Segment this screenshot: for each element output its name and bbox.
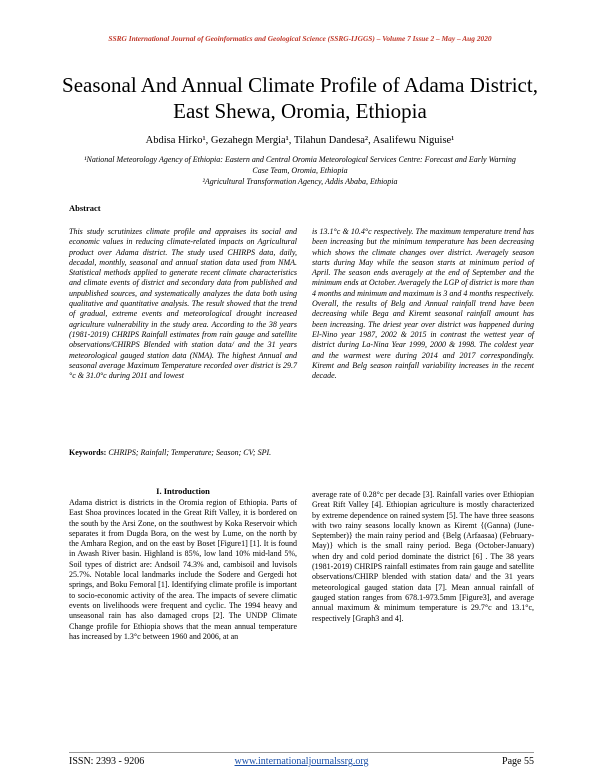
intro-text-left: Adama district is districts in the Oromia region of Ethiopia. Parts of East Shoa provinces located in the Great Rift Valley, it is bordered on the south by the Arsi Zone, on the southwest by Koka Reservoir which separates it from Dugda Bora, on the west by Lume, on the north by the Amhara Region, and on the east by Boset [Figure1] [1]. It is found in Awash River basin. Highland is 85%, low land 10% mid-land 5%, Soil types of district are: Andsoil 74.3% and, cambisoil and luvisols 25.7%. Notable local landmarks include the Sodere and Gergedi hot springs, and Boku Femoral [1]. Identifying climate profile is important to socio-economic activity of the area. The impacts of severe climatic events on livelihoods were frequent and cyclic. The 1994 heavy and unseasonal rain has also damaged crops [2]. The UNDP Climate Change profile for Ethiopia shows that the mean annual temperature has increased by 1.3°c between 1960 and 2006, at an (69, 498, 297, 641)
affiliation-1: ¹National Meteorology Agency of Ethiopia: Eastern and Central Oromia Meteorological Services Centre: Forecast and Early Warning Case Team, Oromia, Ethiopia (84, 155, 516, 175)
keywords-text: CHRIPS; Rainfall; Temperature; Season; CV; SPI. (108, 448, 272, 457)
abstract-heading: Abstract (69, 203, 101, 213)
keywords (69, 448, 297, 458)
paper-title: Seasonal And Annual Climate Profile of Adama District, East Shewa, Oromia, Ethiopia (62, 73, 538, 123)
affiliations (80, 154, 520, 187)
section-heading-introduction: I. Introduction (156, 486, 210, 496)
intro-text-right: average rate of 0.28°c per decade [3]. Rainfall varies over Ethiopian Great Rift Valley [4]. Ethiopian agriculture is mostly characterized by extreme dependence on rained system [5]. The have three seasons with two rainy seasons locally known as Kiremt {(Ganna) (June-September)} the main rainy period and {Belg (Arfaasaa) (February-May)} which is the small rainy period. Bega (October-January) when dry and cold period dominate the district [6] . The 38 years (1981-2019) CHRIPS rainfall estimates from rain gauge and satellite observations/CHIRP blended with station data/ and the 31 years meteorological gauged station data [7]. Mean annual rainfall of gauged station ranges from 678.1-973.5mm [Figure3], and average annual maximum & minimum temperature is 29.7°c and 13.1°c, respectively [Graph3 and 4]. (312, 490, 534, 623)
journal-header: SSRG International Journal of Geoinformatics and Geological Science (SSRG-IJGGS) – Volume 7 Issue 2 – May – Aug 2020 (108, 34, 492, 43)
abstract-text-left: This study scrutinizes climate profile and appraises its social and economic values in reducing climate-related impacts on Agricultural product over Adama district. The study used CHIRPS data, daily, decadal, monthly, seasonal and annual station data used from NMA. Statistical methods applied to generate recent climate characteristics and climate events of district and secondary data from published and unpublished sources, and systematically analyzes the data both using qualitative and quantitative analysis. The result showed that the trend of gradual, extreme events and meteorological drought increased agriculture vulnerability in the study area. According to the 38 years (1981-2019) CHRIPS Rainfall estimates from rain gauge and satellite observations/CHIRPS Blended with station data/ and the 31 years meteorological gauged station data (NMA). The highest Annual and seasonal average Maximum Temperature recorded over district is 29.7 °c & 31.0°c during 2011 and lowest (69, 227, 297, 381)
author-list: Abdisa Hirko¹, Gezahegn Mergia¹, Tilahun Dandesa², Asalifewu Niguise¹ (145, 135, 455, 146)
keywords-label: Keywords: (69, 448, 107, 457)
abstract-text-right: is 13.1°c & 10.4°c respectively. The maximum temperature trend has been increasing but the minimum temperature has been decreasing which shows the climate changes over district. Averagely season starts during May while the season starts at minimum period of April. The season ends averagely at the end of September and the minimum ends at October. Averagely the LGP of district is more than 4 months and minimum and maximum is 3 and 4 months respectively. Overall, the results of Belg and Annual rainfall trend have been decreasing while Bega and Kiremt seasonal rainfall amount has been increasing. The driest year over district was happened during El-Nino year 1987, 2002 & 2015 in contrast the wettest year of district during La-Nina Year 1999, 2000 & 1998. The coldest year and the warmest were during 2014 and 2017 correspondingly. Kiremt and Belg season rainfall variability increases in the recent decade. (312, 227, 534, 381)
footer-website-link[interactable]: www.internationaljournalssrg.org (234, 756, 369, 767)
footer-page-number: Page 55 (502, 756, 534, 767)
footer-issn: ISSN: 2393 - 9206 (69, 756, 145, 767)
footer-divider (69, 752, 534, 753)
affiliation-2: ²Agricultural Transformation Agency, Addis Ababa, Ethiopia (202, 177, 398, 186)
